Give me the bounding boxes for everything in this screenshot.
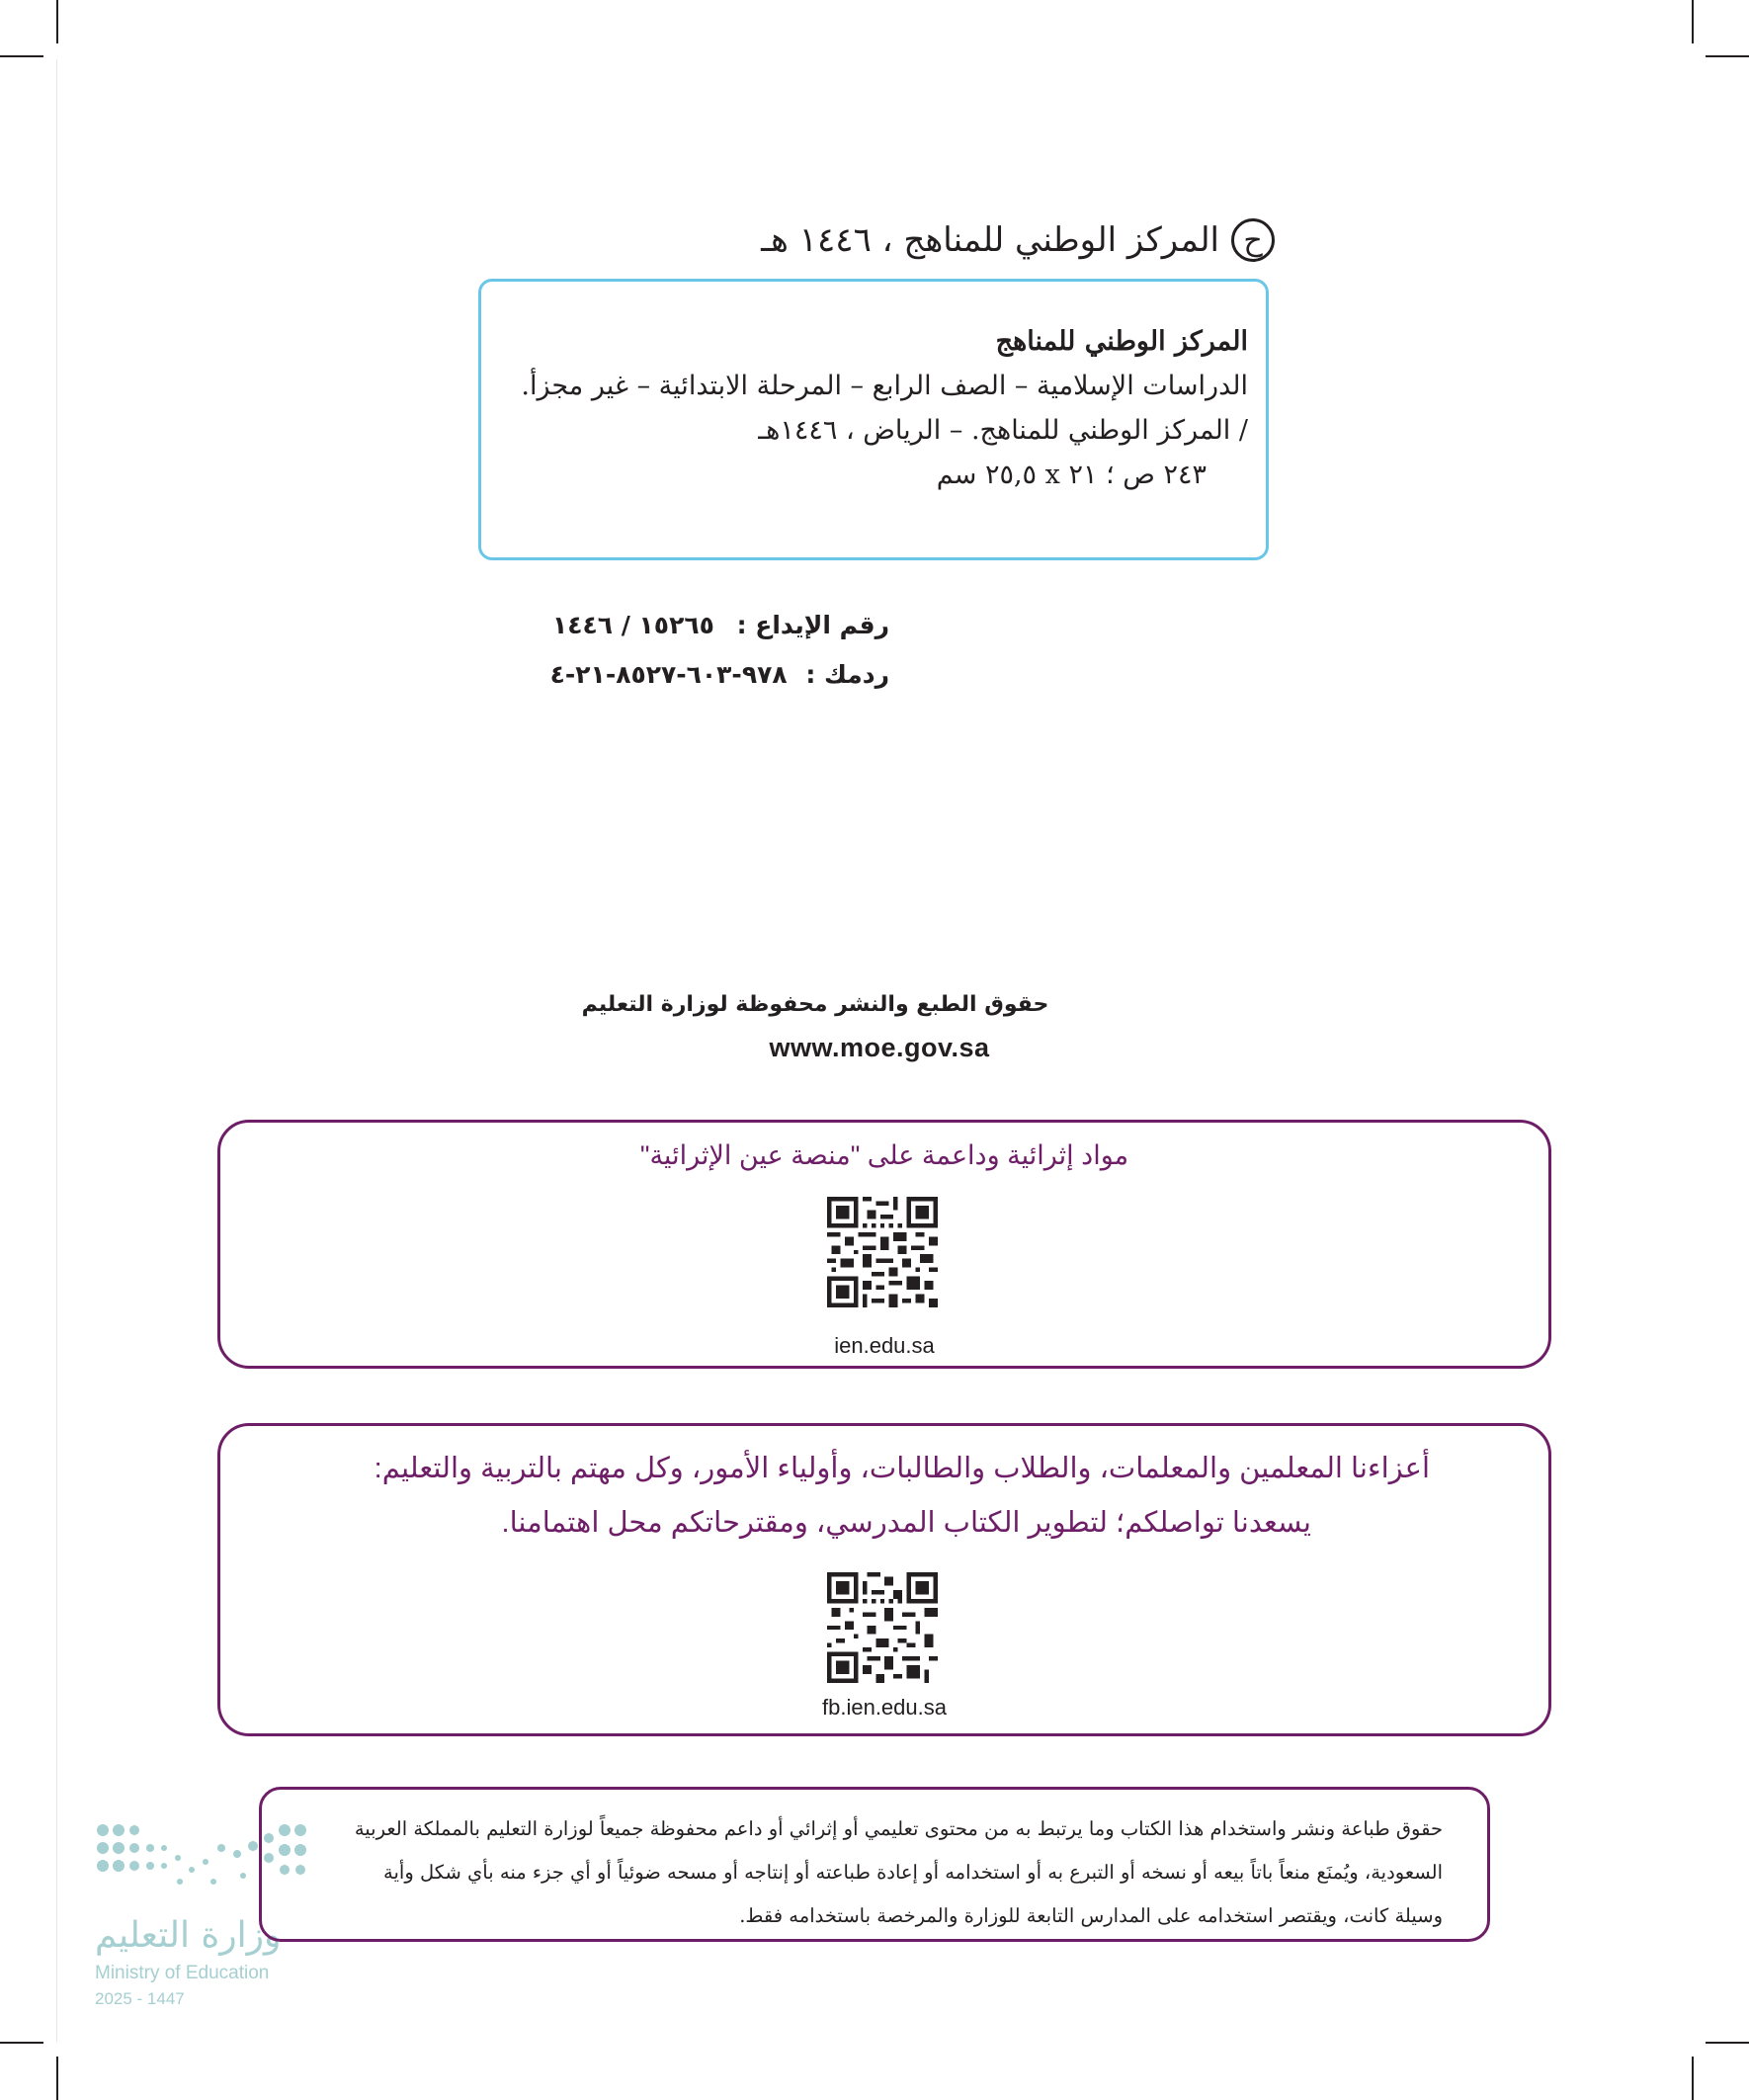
- qr-code-icon[interactable]: [827, 1572, 938, 1683]
- feedback-box: [217, 1423, 1551, 1736]
- copyright-line: [751, 206, 1275, 275]
- crop-mark: [56, 0, 58, 43]
- catalog-line: ٢٤٣ ص ؛ ٢١ x ٢٥,٥ سم: [936, 460, 1207, 490]
- website-link[interactable]: www.moe.gov.sa: [769, 1033, 990, 1062]
- publication-numbers: [514, 601, 889, 700]
- isbn-value: ٩٧٨-٦٠٣-٨٥٢٧-٢١-٤: [549, 660, 788, 689]
- isbn-label: ردمك :: [805, 660, 889, 689]
- feedback-message: يسعدنا تواصلكم؛ لتطوير الكتاب المدرسي، ومقترحاتكم محل اهتمامنا.: [501, 1507, 1311, 1539]
- crop-mark: [1706, 2042, 1749, 2044]
- crop-mark: [1692, 2057, 1694, 2100]
- deposit-value: ١٥٢٦٥ / ١٤٤٦: [551, 611, 714, 639]
- feedback-greeting: أعزاءنا المعلمين والمعلمات، والطلاب والطالبات، وأولياء الأمور، وكل مهتم بالتربية والتعليم:: [374, 1453, 1430, 1484]
- ien-platform-box: [217, 1120, 1551, 1369]
- ien-url[interactable]: ien.edu.sa: [834, 1333, 935, 1358]
- rights-line: حقوق الطبع والنشر محفوظة لوزارة التعليم: [581, 992, 1049, 1017]
- feedback-url[interactable]: fb.ien.edu.sa: [822, 1695, 947, 1720]
- deposit-number: [514, 601, 889, 650]
- crop-mark: [0, 55, 43, 57]
- ministry-name-en: Ministry of Education: [95, 1963, 270, 1983]
- legal-notice-box: [259, 1787, 1490, 1942]
- legal-line: وسيلة كانت، ويقتصر استخدامه على المدارس التابعة للوزارة والمرخصة باستخدامه فقط.: [739, 1904, 1443, 1927]
- qr-code-icon[interactable]: [827, 1197, 938, 1307]
- crop-mark: [56, 2057, 58, 2100]
- isbn-number: [514, 650, 889, 700]
- copyright-symbol: ح: [1231, 218, 1275, 262]
- legal-line: حقوق طباعة ونشر واستخدام هذا الكتاب وما يرتبط به من محتوى تعليمي أو إثرائي أو داعم محفوظة جميعاً لوزارة التعليم بالمملكة العربية: [354, 1817, 1443, 1840]
- catalog-line: / المركز الوطني للمناهج. – الرياض ، ١٤٤٦هـ: [758, 415, 1248, 446]
- crop-mark: [1706, 55, 1749, 57]
- catalog-line: الدراسات الإسلامية – الصف الرابع – المرحلة الابتدائية – غير مجزأ.: [521, 371, 1248, 401]
- legal-notice-text: [296, 1807, 1443, 1938]
- page-edge-line: [56, 59, 57, 2042]
- deposit-label: رقم الإيداع :: [736, 611, 889, 639]
- catalog-lines: [497, 319, 1248, 497]
- catalog-card: [478, 279, 1269, 560]
- ministry-year: 2025 - 1447: [95, 1989, 185, 2008]
- catalog-title: المركز الوطني للمناهج: [995, 326, 1248, 357]
- crop-mark: [1692, 0, 1694, 43]
- ien-box-title: مواد إثرائية وداعمة على "منصة عين الإثرائية": [639, 1140, 1129, 1170]
- crop-mark: [0, 2042, 43, 2044]
- legal-line: السعودية، ويُمنَع منعاً باتاً بيعه أو نسخه أو التبرع به أو استخدامه أو إعادة طباعته أو إنتاجه أو مسحه ضوئياً أو أي جزء منه بأي شكل وأية: [383, 1861, 1443, 1884]
- copyright-text: المركز الوطني للمناهج ، ١٤٤٦ هـ: [761, 220, 1219, 260]
- ministry-name-ar: وزارة التعليم: [95, 1915, 282, 1956]
